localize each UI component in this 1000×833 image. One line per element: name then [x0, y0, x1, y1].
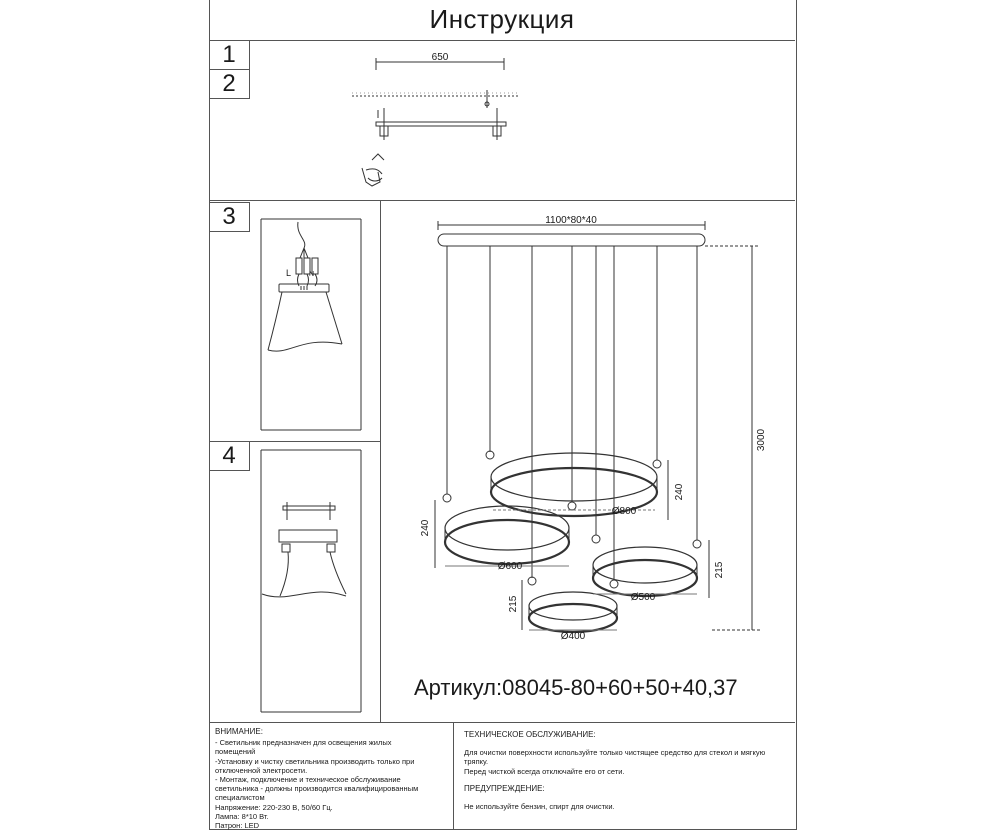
step4-mounting-illustration [261, 450, 361, 712]
height-240-left-label: 240 [420, 519, 431, 537]
note-line: - Светильник предназначен для освещения жилых [215, 738, 392, 748]
attention-lines [215, 738, 449, 830]
step3-wiring-illustration [261, 219, 361, 430]
step2-bracket-illustration [352, 58, 520, 186]
step-number-1: 1 [209, 40, 250, 70]
ring-500-label: Ø500 [630, 592, 656, 603]
note-line: -Установку и чистку светильника производить только при [215, 756, 415, 766]
note-line: Лампа: 8*10 Вт. [215, 811, 269, 821]
note-line: отключенной электросети. [215, 765, 308, 775]
note-line: - Монтаж, подключение и техническое обслуживание [215, 775, 401, 785]
height-240-right-label: 240 [674, 483, 685, 501]
page-title: Инструкция [429, 4, 575, 34]
step-number-4: 4 [209, 441, 250, 471]
height-215-right-label: 215 [714, 561, 725, 579]
maintenance-heading: ТЕХНИЧЕСКОЕ ОБСЛУЖИВАНИЕ: [464, 730, 596, 739]
ring-400-label: Ø400 [560, 631, 586, 642]
note-line: помещений [215, 747, 256, 757]
canopy-dimensions-label: 1100*80*40 [545, 215, 597, 226]
height-3000-label: 3000 [756, 428, 767, 452]
note-line: Не используйте бензин, спирт для очистки. [464, 802, 615, 812]
note-line: Перед чисткой всегда отключайте его от сети. [464, 766, 625, 776]
step-number-2: 2 [209, 69, 250, 99]
note-line: Напряжение: 220-230 В, 50/60 Гц. [215, 802, 333, 812]
maintenance-lines [464, 748, 790, 776]
maintenance-notes [464, 730, 790, 811]
article-number: Артикул:08045-80+60+50+40,37 [414, 675, 738, 700]
warning-lines [464, 802, 790, 811]
chandelier-drawing [435, 221, 760, 632]
attention-heading: ВНИМАНИЕ: [215, 727, 263, 736]
note-line: специалистом [215, 793, 265, 803]
warning-heading: ПРЕДУПРЕЖДЕНИЕ: [464, 783, 545, 793]
wire-label-l: L [286, 268, 292, 278]
bracket-span-label: 650 [431, 52, 449, 63]
note-line: Патрон: LED [215, 821, 260, 831]
note-line: светильника - должны производится квалифицированным [215, 784, 419, 794]
ring-600-label: Ø600 [497, 561, 523, 572]
attention-notes [215, 727, 449, 830]
note-line: Для очистки поверхности используйте только чистящее средство для стекол и мягкую тряпку. [464, 748, 766, 767]
height-215-left-label: 215 [508, 595, 519, 613]
ring-800-label: Ø800 [611, 506, 637, 517]
wire-label-n: N [309, 271, 315, 278]
step-number-3: 3 [209, 202, 250, 232]
